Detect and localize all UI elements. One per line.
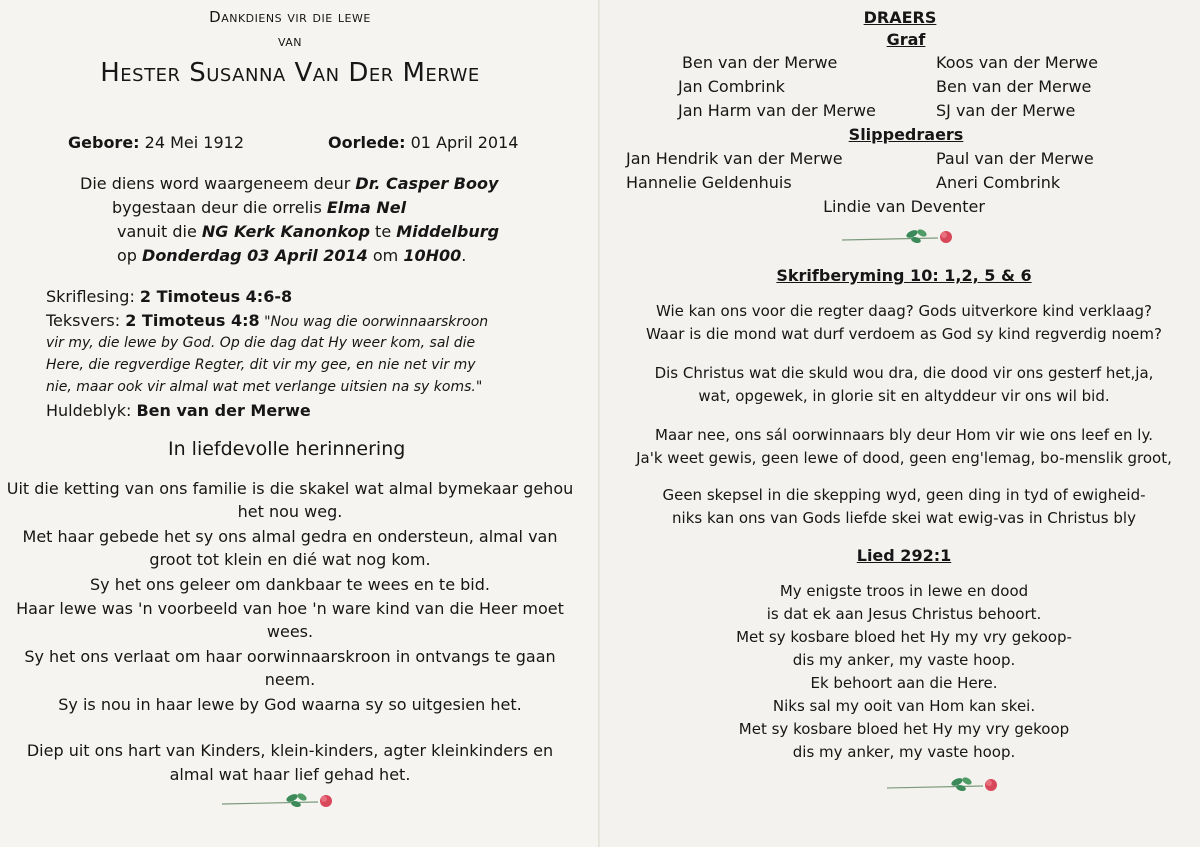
text-verse-label: Teksvers:	[46, 311, 126, 330]
deceased-name: Hester Susanna Van Der Merwe	[100, 58, 480, 88]
town-name: Middelburg	[396, 222, 500, 241]
rose-icon	[840, 224, 960, 248]
died-label: Oorlede:	[328, 133, 406, 152]
service-text: Die diens word waargeneem deur	[80, 174, 356, 193]
tribute-line	[46, 401, 311, 420]
slip-bearer: Aneri Combrink	[936, 173, 1061, 192]
text-verse-line-3: Here, die regverdige Regter, dit vir my gee, en nie net vir my	[46, 357, 476, 373]
tribute-value: Ben van der Merwe	[136, 401, 311, 420]
text-verse-line-4: nie, maar ook vir almal wat met verlange uitsien na sy koms."	[46, 379, 483, 395]
stanza-line: Waar is die mond wat durf verdoem as God sy kind regverdig noem?	[646, 325, 1162, 343]
hymn-line: dis my anker, my vaste hoop.	[792, 743, 1016, 761]
header-line-2: van	[277, 32, 303, 50]
grave-bearer: SJ van der Merwe	[936, 101, 1076, 120]
memory-title: In liefdevolle herinnering	[168, 438, 406, 460]
minister-name: Dr. Casper Booy	[355, 174, 499, 193]
service-line-1	[80, 174, 498, 193]
tribute-label: Huldeblyk:	[46, 401, 137, 420]
service-text: te	[369, 222, 397, 241]
service-line-3	[117, 222, 499, 241]
scripture-value: 2 Timoteus 4:6-8	[139, 287, 293, 306]
slip-bearer: Jan Hendrik van der Merwe	[626, 149, 843, 168]
poem-line: Sy het ons geleer om dankbaar te wees en te bid.	[90, 575, 490, 594]
service-time: 10H00	[403, 246, 462, 265]
service-text: vanuit die	[117, 222, 202, 241]
grave-bearer: Ben van der Merwe	[682, 53, 838, 72]
slip-bearer: Hannelie Geldenhuis	[626, 173, 792, 192]
text-verse-line-2: vir my, die lewe by God. Op die dag dat Hy weer kom, sal die	[46, 335, 476, 351]
service-date: Donderdag 03 April 2014	[142, 246, 368, 265]
poem-line: Haar lewe was 'n voorbeeld van hoe 'n ware kind van die Heer moet	[16, 599, 564, 618]
service-line-2	[112, 198, 406, 217]
rose-icon	[885, 772, 1005, 796]
text-verse-ref: 2 Timoteus 4:8	[125, 311, 260, 330]
hymn-title: Lied 292:1	[856, 546, 952, 565]
closing-line: Diep uit ons hart van Kinders, klein-kinders, agter kleinkinders en	[26, 741, 554, 760]
grave-bearer: Jan Combrink	[678, 77, 785, 96]
rose-icon	[220, 788, 340, 812]
born-line	[68, 133, 244, 152]
poem-line: Met haar gebede het sy ons almal gedra en ondersteun, almal van	[22, 527, 558, 546]
scripture-reading	[46, 287, 292, 306]
stanza-line: wat, opgewek, in glorie sit en altyddeur vir ons wil bid.	[698, 387, 1110, 405]
hymn-line: Ek behoort aan die Here.	[810, 674, 998, 692]
hymn-line: Met sy kosbare bloed het Hy my vry gekoop-	[736, 628, 1072, 646]
poem-line: neem.	[264, 670, 316, 689]
slip-bearers-title: Slippedraers	[848, 125, 964, 144]
hymn-line: is dat ek aan Jesus Christus behoort.	[766, 605, 1042, 623]
organist-name: Elma Nel	[326, 198, 407, 217]
stanza-line: Wie kan ons voor die regter daag? Gods uitverkore kind verklaag?	[655, 302, 1152, 320]
stanza-line: niks kan ons van Gods liefde skei wat ewig-vas in Christus bly	[672, 509, 1136, 527]
text-verse-quote: "Nou wag die oorwinnaarskroon	[259, 314, 489, 330]
hymn-line: My enigste troos in lewe en dood	[779, 582, 1029, 600]
closing-line: almal wat haar lief gehad het.	[169, 765, 411, 784]
slip-bearer: Lindie van Deventer	[823, 197, 985, 216]
slip-bearer: Paul van der Merwe	[936, 149, 1094, 168]
poem-line: groot tot klein en dié wat nog kom.	[149, 550, 431, 569]
hymn-line: dis my anker, my vaste hoop.	[792, 651, 1016, 669]
poem-line: Uit die ketting van ons familie is die skakel wat almal bymekaar gehou	[6, 479, 574, 498]
poem-line: het nou weg.	[237, 502, 343, 521]
scripture-song-title: Skrifberyming 10: 1,2, 5 & 6	[776, 266, 1032, 285]
scripture-label: Skriflesing:	[46, 287, 140, 306]
grave-title: Graf	[886, 30, 926, 49]
header-line-1: Dankdiens vir die lewe	[209, 8, 371, 26]
poem-line: Sy is nou in haar lewe by God waarna sy so uitgesien het.	[58, 695, 522, 714]
service-text: op	[117, 246, 143, 265]
died-value: 01 April 2014	[410, 133, 519, 152]
hymn-line: Met sy kosbare bloed het Hy my vry gekoop	[738, 720, 1070, 738]
hymn-line: Niks sal my ooit van Hom kan skei.	[772, 697, 1036, 715]
bearers-title: DRAERS	[863, 8, 937, 27]
service-text: bygestaan deur die orrelis	[112, 198, 327, 217]
stanza-line: Geen skepsel in die skepping wyd, geen ding in tyd of ewigheid-	[662, 486, 1146, 504]
born-label: Gebore:	[68, 133, 140, 152]
stanza-line: Maar nee, ons sál oorwinnaars bly deur Hom vir wie ons leef en ly.	[655, 426, 1153, 444]
stanza-line: Ja'k weet gewis, geen lewe of dood, geen eng'lemag, bo-menslik groot,	[636, 449, 1172, 467]
service-text: .	[461, 246, 467, 265]
born-value: 24 Mei 1912	[144, 133, 245, 152]
service-text: om	[367, 246, 404, 265]
grave-bearer: Jan Harm van der Merwe	[678, 101, 876, 120]
grave-bearer: Koos van der Merwe	[936, 53, 1099, 72]
died-line	[328, 133, 518, 152]
church-name: NG Kerk Kanonkop	[201, 222, 370, 241]
stanza-line: Dis Christus wat die skuld wou dra, die dood vir ons gesterf het,ja,	[654, 364, 1154, 382]
right-page	[600, 0, 1200, 847]
poem-line: wees.	[266, 622, 314, 641]
grave-bearer: Ben van der Merwe	[936, 77, 1092, 96]
poem-line: Sy het ons verlaat om haar oorwinnaarskroon in ontvangs te gaan	[24, 647, 556, 666]
text-verse-line-1	[46, 311, 488, 330]
service-line-4	[117, 246, 466, 265]
